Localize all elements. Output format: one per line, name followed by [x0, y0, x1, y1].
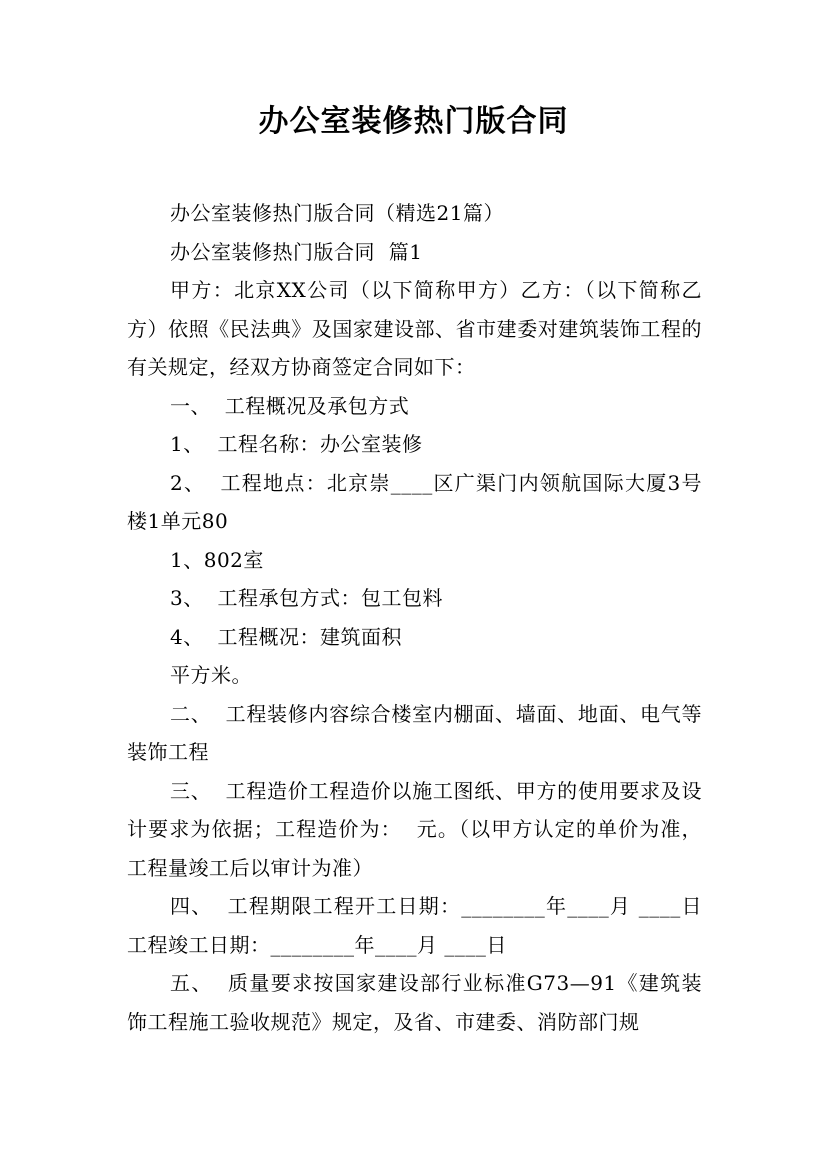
paragraph-area-unit: 平方米。 — [170, 663, 252, 687]
paragraph-clause-3: 三、 工程造价工程造价以施工图纸、甲方的使用要求及设计要求为依据；工程造价为： 元。（以甲方认定的单价为准，工程量竣工后以审计为准） — [127, 778, 702, 880]
paragraph-parties: 甲方：北京XX公司（以下简称甲方）乙方：（以下简称乙方）依照《民法典》及国家建设部、省市建委对建筑装饰工程的有关规定，经双方协商签定合同如下： — [127, 278, 702, 379]
paragraph-room: 1、802室 — [170, 547, 264, 572]
paragraph-clause-2: 二、 工程装修内容综合楼室内棚面、墙面、地面、电气等装饰工程 — [127, 701, 702, 764]
paragraph-clause-1: 一、 工程概况及承包方式 — [170, 393, 410, 418]
paragraph-project-location: 2、 工程地点：北京崇____区广渠门内领航国际大厦3号楼1单元80 — [127, 470, 702, 533]
paragraph-project-overview: 4、 工程概况：建筑面积 — [170, 624, 402, 649]
paragraph-clause-5: 五、 质量要求按国家建设部行业标准G73—91《建筑装饰工程施工验收规范》规定，及省、市建委、消防部门规 — [127, 971, 702, 1034]
paragraph-clause-4: 四、 工程期限工程开工日期：________年____月 ____日工程竣工日期：________年____月 ____日 — [127, 894, 702, 957]
paragraph-contract-method: 3、 工程承包方式：包工包料 — [170, 586, 443, 610]
paragraph-subtitle: 办公室装修热门版合同（精选21篇） — [170, 201, 504, 225]
paragraph-section-heading: 办公室装修热门版合同 篇1 — [170, 239, 423, 264]
paragraph-project-name: 1、 工程名称：办公室装修 — [170, 432, 423, 456]
document-body — [127, 194, 702, 1041]
document-title: 办公室装修热门版合同 — [258, 104, 569, 139]
